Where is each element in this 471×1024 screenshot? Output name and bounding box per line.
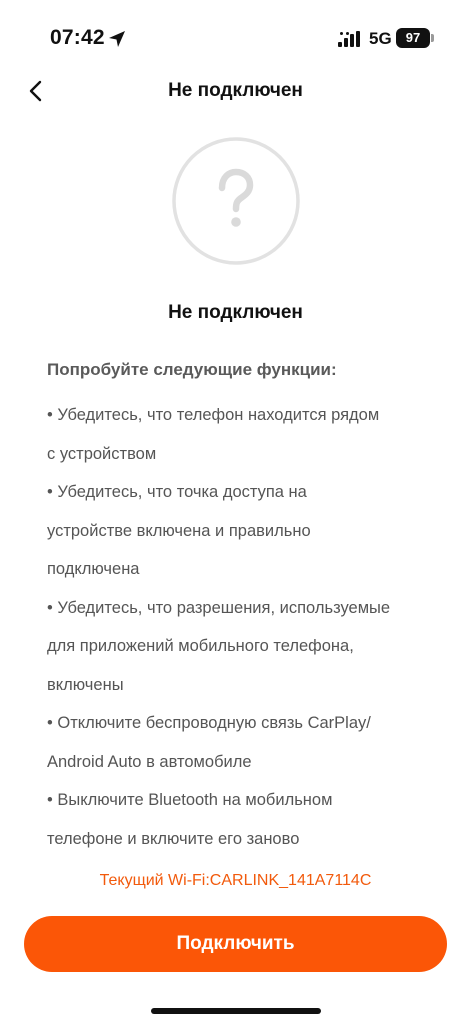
tip-line: • Убедитесь, что разрешения, используемые [47, 598, 391, 617]
tips-heading: Попробуйте следующие функции: [47, 360, 337, 379]
connect-button[interactable]: Подключить [24, 916, 447, 972]
tip-line: включены [47, 675, 124, 694]
home-indicator[interactable] [151, 1008, 321, 1014]
connection-status-title: Не подключен [168, 302, 303, 323]
tip-line: • Убедитесь, что точка доступа на [47, 483, 307, 501]
battery-icon: 97 [396, 28, 430, 48]
tip-line: подключена [47, 560, 140, 578]
question-mark-icon [171, 136, 301, 266]
page-title: Не подключен [168, 80, 303, 101]
tip-line: Android Auto в автомобиле [47, 752, 252, 771]
status-time: 07:42 [50, 26, 105, 49]
tip-line: • Отключите беспроводную связь CarPlay/ [47, 714, 371, 732]
tip-line: для приложений мобильного телефона, [47, 637, 354, 655]
tip-line: устройстве включена и правильно [47, 521, 311, 540]
signal-icon [338, 31, 362, 47]
battery-tip [431, 34, 434, 42]
tips-section [47, 358, 437, 858]
tip-line: • Выключите Bluetooth на мобильном [47, 791, 333, 809]
status-bar [0, 0, 471, 64]
tip-line: телефоне и включите его заново [47, 829, 300, 848]
tip-line: • Убедитесь, что телефон находится рядом [47, 406, 380, 424]
current-wifi-label: Текущий Wi-Fi:CARLINK_141A7114C [99, 872, 372, 889]
tip-line: с устройством [47, 444, 157, 463]
tips-list [47, 396, 437, 858]
location-arrow-icon [108, 30, 126, 48]
network-type: 5G [369, 29, 392, 48]
